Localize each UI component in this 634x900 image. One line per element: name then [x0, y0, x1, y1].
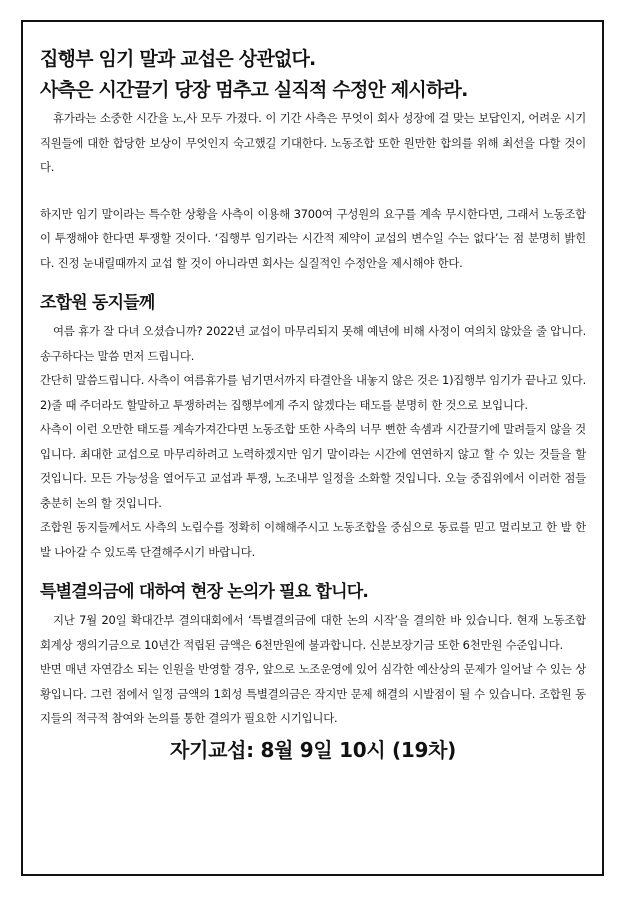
- intro-paragraph-1: 휴가라는 소중한 시간을 노,사 모두 가졌다. 이 기간 사측은 무엇이 회사 성장에 걸 맞는 보답인지, 어려운 시기 직원들에 대한 합당한 보상이 무엇인지 숙고했길 기대한다. 노동조합 또한 원만한 합의를 위해 최선을 다할 것이다.: [40, 111, 586, 174]
- spacer: [40, 564, 586, 574]
- intro-paragraph-2: 하지만 임기 말이라는 특수한 상황을 사측이 이용해 3700여 구성원의 요구를 계속 무시한다면, 그래서 노동조합이 투쟁해야 한다면 투쟁할 것이다. ‘집행부 임기라는 시간적 제약이 교섭의 변수일 수는 없다’는 점 분명히 밝힌다. 진정 눈내릴때까지 교섭 할 것이 아니라면 회사는 실질적인 수정안을 제시해야 한다.: [40, 206, 586, 270]
- spacer: [40, 180, 586, 202]
- headline-line-2: 사측은 시간끌기 당장 멈추고 실직적 수정안 제시하라.: [40, 79, 468, 101]
- notice-frame: [21, 20, 604, 876]
- headline-line-1: 집행부 임기 말과 교섭은 상관없다.: [40, 48, 316, 70]
- special-fund-paragraph-1: 지난 7월 20일 확대간부 결의대회에서 ‘특별결의금에 대한 논의 시작’을 결의한 바 있습니다. 현재 노동조합 회계상 쟁의기금으로 10년간 적립된 금액은 6천만원에 불과합니다. 신분보장기금 또한 6천만원 수준입니다.: [40, 613, 586, 652]
- spacer: [40, 275, 586, 285]
- members-paragraph-1: 여름 휴가 잘 다녀 오셨습니까? 2022년 교섭이 마무리되지 못해 예년에 비해 사정이 여의치 않았을 줄 압니다. 송구하다는 말씀 먼저 드립니다.: [40, 324, 586, 363]
- members-paragraph-4: 조합원 동지들께서도 사측의 노림수를 정확히 이해해주시고 노동조합을 중심으로 동료를 믿고 멀리보고 한 발 한 발 나아갈 수 있도록 단결해주시기 바랍니다.: [40, 520, 586, 559]
- section-title-members: 조합원 동지들께: [40, 293, 155, 313]
- members-paragraph-2: 간단히 말씀드립니다. 사측이 여름휴가를 넘기면서까지 타결안을 내놓지 않은 것은 1)집행부 임기가 끝나고 있다. 2)줄 때 주더라도 할말하고 투쟁하려는 집행부에게 주지 않겠다는 태도를 분명히 한 것으로 보입니다.: [40, 373, 586, 412]
- negotiation-schedule: 자기교섭: 8월 9일 10시 (19차): [170, 737, 456, 762]
- section-title-special-fund: 특별결의금에 대하여 현장 논의가 필요 합니다.: [40, 582, 369, 602]
- special-fund-paragraph-2: 반면 매년 자연감소 되는 인원을 반영할 경우, 앞으로 노조운영에 있어 심각한 예산상의 문제가 일어날 수 있는 상황입니다. 그런 점에서 일정 금액의 1회성 특별결의금은 작지만 문제 해결의 시발점이 될 수 있습니다. 조합원 동지들의 적극적 참여와 논의를 통한 결의가 필요한 시기입니다.: [40, 662, 586, 725]
- members-paragraph-3: 사측이 이런 오만한 태도를 계속가져간다면 노동조합 또한 사측의 너무 뻔한 속셈과 시간끌기에 말려들지 않을 것입니다. 최대한 교섭으로 마무리하려고 노력하겠지만 임기 말이라는 시간에 연연하지 않고 할 수 있는 것들을 할 것입니다. 모든 가능성을 열어두고 교섭과 투쟁, 노조내부 일정을 소화할 것입니다. 오늘 중집위에서 이러한 점들 충분히 논의 할 것입니다.: [40, 422, 586, 510]
